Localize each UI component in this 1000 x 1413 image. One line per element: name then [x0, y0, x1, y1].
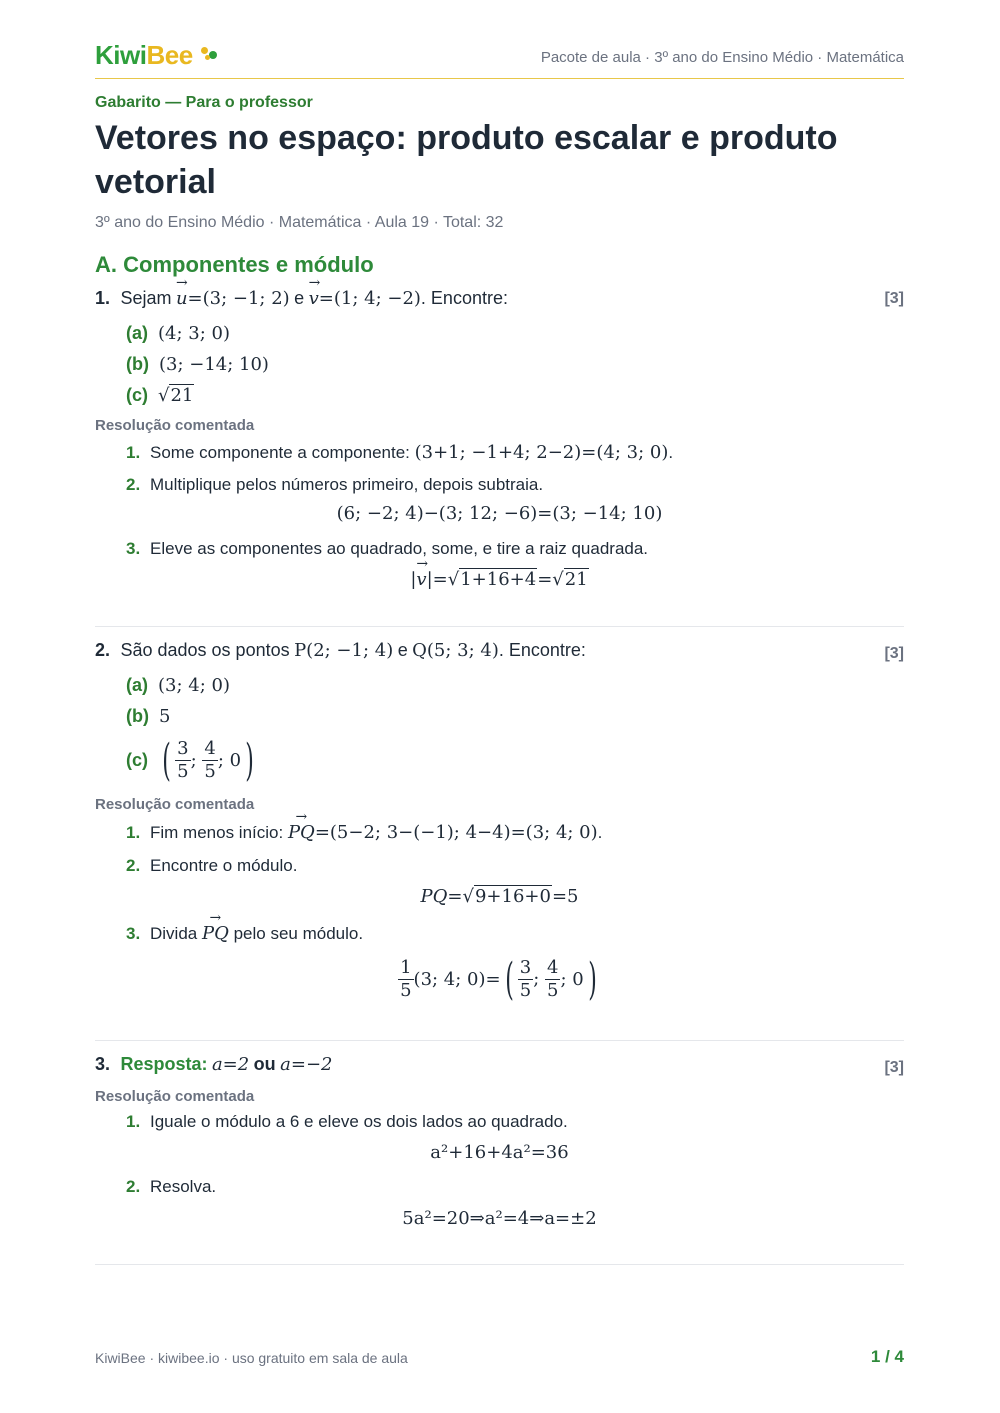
equation: 5a²=20⇒a²=4⇒a=±2 — [402, 1208, 597, 1229]
u-definition: =(3; −1; 2) — [187, 288, 290, 309]
equation: $\frac{1}{5}$ (3; 4; 0)=( $\frac{3}{5}$ ; $\frac{4}{5}$ ; 0) — [400, 954, 597, 1005]
point-p: P(2; −1; 4) — [294, 640, 394, 661]
point-q: Q(5; 3; 4) — [412, 640, 499, 661]
divider — [95, 1264, 904, 1265]
equation: a²+16+4a²=36 — [430, 1142, 569, 1163]
marks-badge: [3] — [884, 290, 904, 307]
logo-dots-icon — [199, 43, 219, 61]
equation: (6; −2; 4)−(3; 12; −6)=(3; −14; 10) — [336, 503, 663, 524]
footer-text: KiwiBee · kiwibee.io · uso gratuito em sala de aula — [95, 1350, 408, 1366]
v-definition: =(1; 4; −2) — [318, 288, 421, 309]
equation: PQ=√9+16+0=5 — [420, 886, 579, 907]
conjunction: e — [294, 288, 305, 308]
resolution-label: Resolução comentada — [95, 796, 255, 813]
question-text: São dados os pontos — [120, 640, 290, 660]
question-2-prompt — [95, 640, 586, 661]
answer-key-label: Gabarito — Para o professor — [95, 94, 313, 111]
question-number: 3. — [95, 1054, 111, 1074]
header-breadcrumb: Pacote de aula · 3º ano do Ensino Médio · Matemática — [540, 49, 904, 66]
marks-badge: [3] — [884, 645, 904, 662]
kiwibee-logo — [95, 40, 193, 71]
marks-badge: [3] — [884, 1059, 904, 1076]
question-1-prompt — [95, 288, 508, 309]
question-text-end: . Encontre: — [498, 640, 586, 660]
answer-value-a: a=2 — [211, 1054, 250, 1075]
section-title: A. Componentes e módulo — [95, 252, 374, 277]
resolution-label: Resolução comentada — [95, 417, 255, 434]
equation: |→ v|=√1+16+4=√21 — [95, 569, 904, 590]
question-number: 1. — [95, 288, 111, 308]
page-title: Vetores no espaço: produto escalar e produto vetorial — [95, 119, 838, 201]
answer-b: (b) (3; −14; 10) — [126, 354, 269, 375]
vector-u: → u — [176, 288, 188, 309]
page-number: 1 / 4 — [870, 1347, 904, 1366]
question-text: Sejam — [120, 288, 172, 308]
conjunction: ou — [253, 1054, 276, 1074]
question-text-end: . Encontre: — [420, 288, 508, 308]
conjunction: e — [397, 640, 408, 660]
step-1: 1. Fim menos início: → PQ=(5−2; 3−(−1); 4−4)=(3; 4; 0). — [126, 822, 602, 843]
step-1: 1. Iguale o módulo a 6 e eleve os dois lados ao quadrado. — [126, 1112, 568, 1131]
lesson-meta: 3º ano do Ensino Médio · Matemática · Aula 19 · Total: 32 — [95, 214, 504, 231]
step-1: 1. Some componente a componente: (3+1; −1+4; 2−2)=(4; 3; 0). — [126, 442, 674, 463]
answer-c: (c) ( $\frac{3}{5}$ ; $\frac{4}{5}$ ; 0) — [126, 735, 255, 786]
step-3: 3. Divida → PQ pelo seu módulo. — [126, 923, 363, 944]
step-3: 3. Eleve as componentes ao quadrado, some, e tire a raiz quadrada. — [126, 539, 649, 558]
step-2: 2. Encontre o módulo. — [126, 856, 298, 875]
question-number: 2. — [95, 640, 111, 660]
resolution-label: Resolução comentada — [95, 1088, 255, 1105]
divider — [95, 1040, 904, 1041]
vector-v: → v — [309, 288, 319, 309]
page-header — [95, 38, 904, 79]
question-3-prompt — [95, 1054, 332, 1075]
logo-text-bee: Bee — [146, 40, 193, 70]
answer-value-b: a=−2 — [280, 1054, 333, 1075]
logo-text-kiwi: Kiwi — [95, 40, 147, 70]
answer-c: (c) √21 — [126, 385, 194, 406]
step-2: 2. Resolva. — [126, 1177, 217, 1196]
answer-label: Resposta: — [120, 1054, 208, 1074]
answer-a: (a) (3; 4; 0) — [126, 675, 230, 696]
answer-a: (a) (4; 3; 0) — [126, 323, 230, 344]
answer-b: (b) 5 — [126, 706, 171, 727]
divider — [95, 626, 904, 627]
step-2: 2. Multiplique pelos números primeiro, depois subtraia. — [126, 475, 544, 494]
